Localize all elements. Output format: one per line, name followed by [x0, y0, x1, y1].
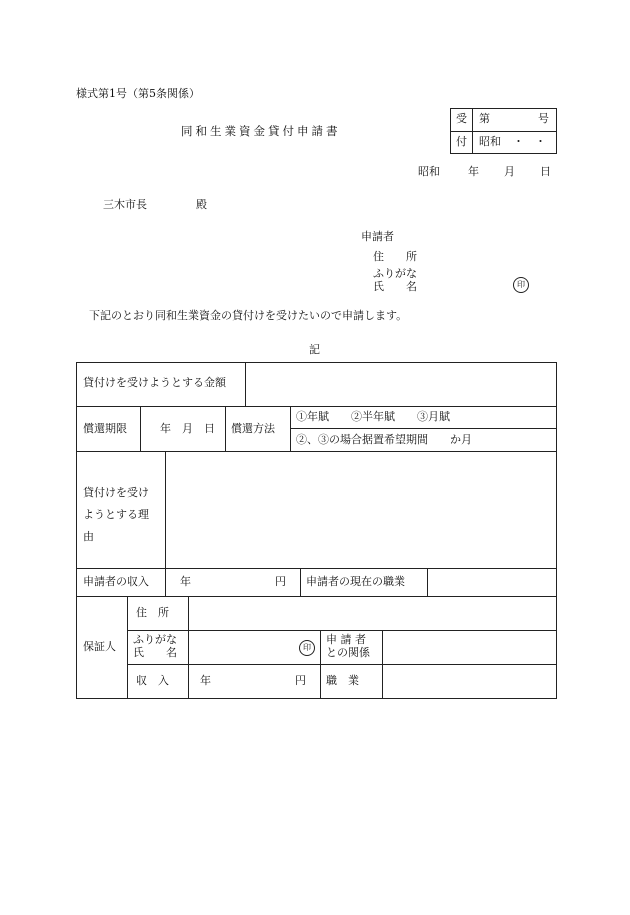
income-label: 申請者の収入 [83, 575, 149, 588]
guarantor-relation-field[interactable] [384, 632, 554, 662]
reception-number-suffix: 号 [538, 112, 549, 125]
date-year: 年 [468, 165, 479, 178]
reason-label-line1: 貸付けを受け [83, 486, 149, 499]
date-era: 昭和 [418, 165, 440, 178]
guarantor-seal-mark: 印 [299, 640, 315, 656]
guarantor-income-yen: 円 [295, 674, 306, 687]
addressee-name: 三木市長 [103, 198, 147, 211]
repay-period-label: 償還期限 [83, 422, 127, 435]
reception-number-prefix: 第 [479, 112, 490, 125]
applicant-address-label: 住 所 [373, 250, 417, 263]
reception-date-era: 昭和 [479, 135, 501, 148]
guarantor-occupation-label: 職 業 [326, 674, 359, 687]
page-title: 同和生業資金貸付申請書 [181, 124, 341, 138]
guarantor-label: 保証人 [83, 640, 116, 653]
applicant-seal-mark: 印 [513, 277, 529, 293]
applicant-furigana-label: ふりがな [373, 267, 417, 280]
date-month: 月 [504, 165, 515, 178]
guarantor-address-label: 住 所 [136, 606, 169, 619]
guarantor-address-field[interactable] [190, 598, 554, 628]
form-number: 様式第1号（第5条関係） [76, 87, 200, 100]
repay-options[interactable]: ①年賦 ②半年賦 ③月賦 [296, 410, 450, 423]
repay-method-label: 償還方法 [231, 422, 275, 435]
date-day: 日 [540, 165, 551, 178]
guarantor-name-label: 氏 名 [133, 646, 177, 659]
guarantor-furigana-label: ふりがな [133, 633, 177, 646]
guarantor-relation-line2: との関係 [326, 646, 370, 659]
addressee-honorific: 殿 [196, 198, 207, 211]
repay-period-value[interactable]: 年 月 日 [160, 422, 215, 435]
reason-label-line2: ようとする理 [83, 508, 149, 521]
guarantor-income-year: 年 [200, 674, 211, 687]
occupation-field[interactable] [429, 570, 554, 594]
guarantor-occupation-field[interactable] [384, 666, 554, 696]
income-year: 年 [180, 575, 191, 588]
income-yen: 円 [275, 575, 286, 588]
ki-label: 記 [309, 343, 320, 356]
reception-label-bottom: 付 [456, 135, 467, 148]
reason-label-line3: 由 [83, 530, 94, 543]
reception-date-dots: ・ ・ [513, 135, 546, 148]
occupation-label: 申請者の現在の職業 [306, 575, 405, 588]
guarantor-income-label: 収 入 [136, 674, 169, 687]
loan-amount-field[interactable] [247, 364, 554, 404]
applicant-name-label: 氏 名 [373, 280, 417, 293]
guarantor-relation-line1: 申 請 者 [326, 633, 366, 646]
reception-label-top: 受 [456, 112, 467, 125]
applicant-heading: 申請者 [361, 230, 394, 243]
loan-amount-label: 貸付けを受けようとする金額 [83, 376, 226, 389]
statement-text: 下記のとおり同和生業資金の貸付けを受けたいので申請します。 [89, 309, 408, 322]
reason-field[interactable] [167, 453, 554, 566]
deferment-period[interactable]: ②、③の場合据置希望期間 か月 [296, 433, 472, 446]
